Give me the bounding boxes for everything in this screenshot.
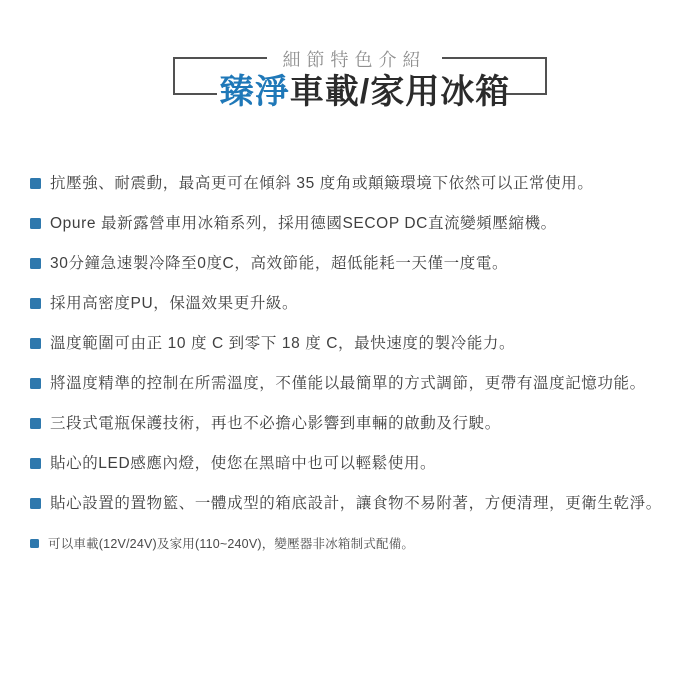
bracket-top-right-line	[442, 57, 547, 59]
title-product: 車載/家用冰箱	[289, 73, 511, 111]
feature-text: 可以車載(12V/24V)及家用(110~240V)，變壓器非冰箱制式配備。	[48, 537, 415, 551]
bullet-square-icon	[30, 418, 41, 429]
feature-text: 貼心的LED感應內燈，使您在黑暗中也可以輕鬆使用。	[50, 455, 437, 472]
feature-item	[30, 454, 682, 474]
feature-item	[30, 334, 682, 354]
page-title	[30, 72, 700, 112]
feature-item	[30, 374, 682, 394]
bullet-square-icon	[30, 218, 41, 229]
feature-text: 貼心設置的置物籃、一體成型的箱底設計，讓食物不易附著，方便清理，更衛生乾淨。	[50, 495, 662, 512]
feature-text: 採用高密度PU，保溫效果更升級。	[50, 295, 299, 312]
feature-text: Opure 最新露營車用冰箱系列，採用德國SECOP DC直流變頻壓縮機。	[50, 215, 557, 232]
feature-item	[30, 214, 682, 234]
feature-text: 30分鐘急速製冷降至0度C，高效節能，超低能耗一天僅一度電。	[50, 255, 509, 272]
feature-text: 抗壓強、耐震動，最高更可在傾斜 35 度角或顛簸環境下依然可以正常使用。	[50, 175, 594, 192]
feature-item	[30, 174, 682, 194]
bullet-square-icon	[30, 178, 41, 189]
bullet-square-icon	[30, 258, 41, 269]
bullet-square-icon	[30, 539, 39, 548]
feature-text: 將溫度精準的控制在所需溫度，不僅能以最簡單的方式調節，更帶有溫度記憶功能。	[50, 375, 646, 392]
bullet-square-icon	[30, 298, 41, 309]
feature-text: 溫度範圍可由正 10 度 C 到零下 18 度 C，最快速度的製冷能力。	[50, 335, 516, 352]
feature-item	[30, 294, 682, 314]
feature-item	[30, 254, 682, 274]
feature-text: 三段式電瓶保護技術，再也不必擔心影響到車輛的啟動及行駛。	[50, 415, 501, 432]
title-brand: 臻淨	[219, 73, 290, 111]
feature-item	[30, 414, 682, 434]
feature-list	[30, 174, 682, 574]
bracket-top-left-line	[173, 57, 267, 59]
section-eyebrow: 細節特色介紹	[282, 50, 427, 70]
bullet-square-icon	[30, 338, 41, 349]
bullet-square-icon	[30, 458, 41, 469]
feature-item	[30, 494, 682, 514]
bullet-square-icon	[30, 378, 41, 389]
feature-item-footnote	[30, 534, 682, 554]
bullet-square-icon	[30, 498, 41, 509]
